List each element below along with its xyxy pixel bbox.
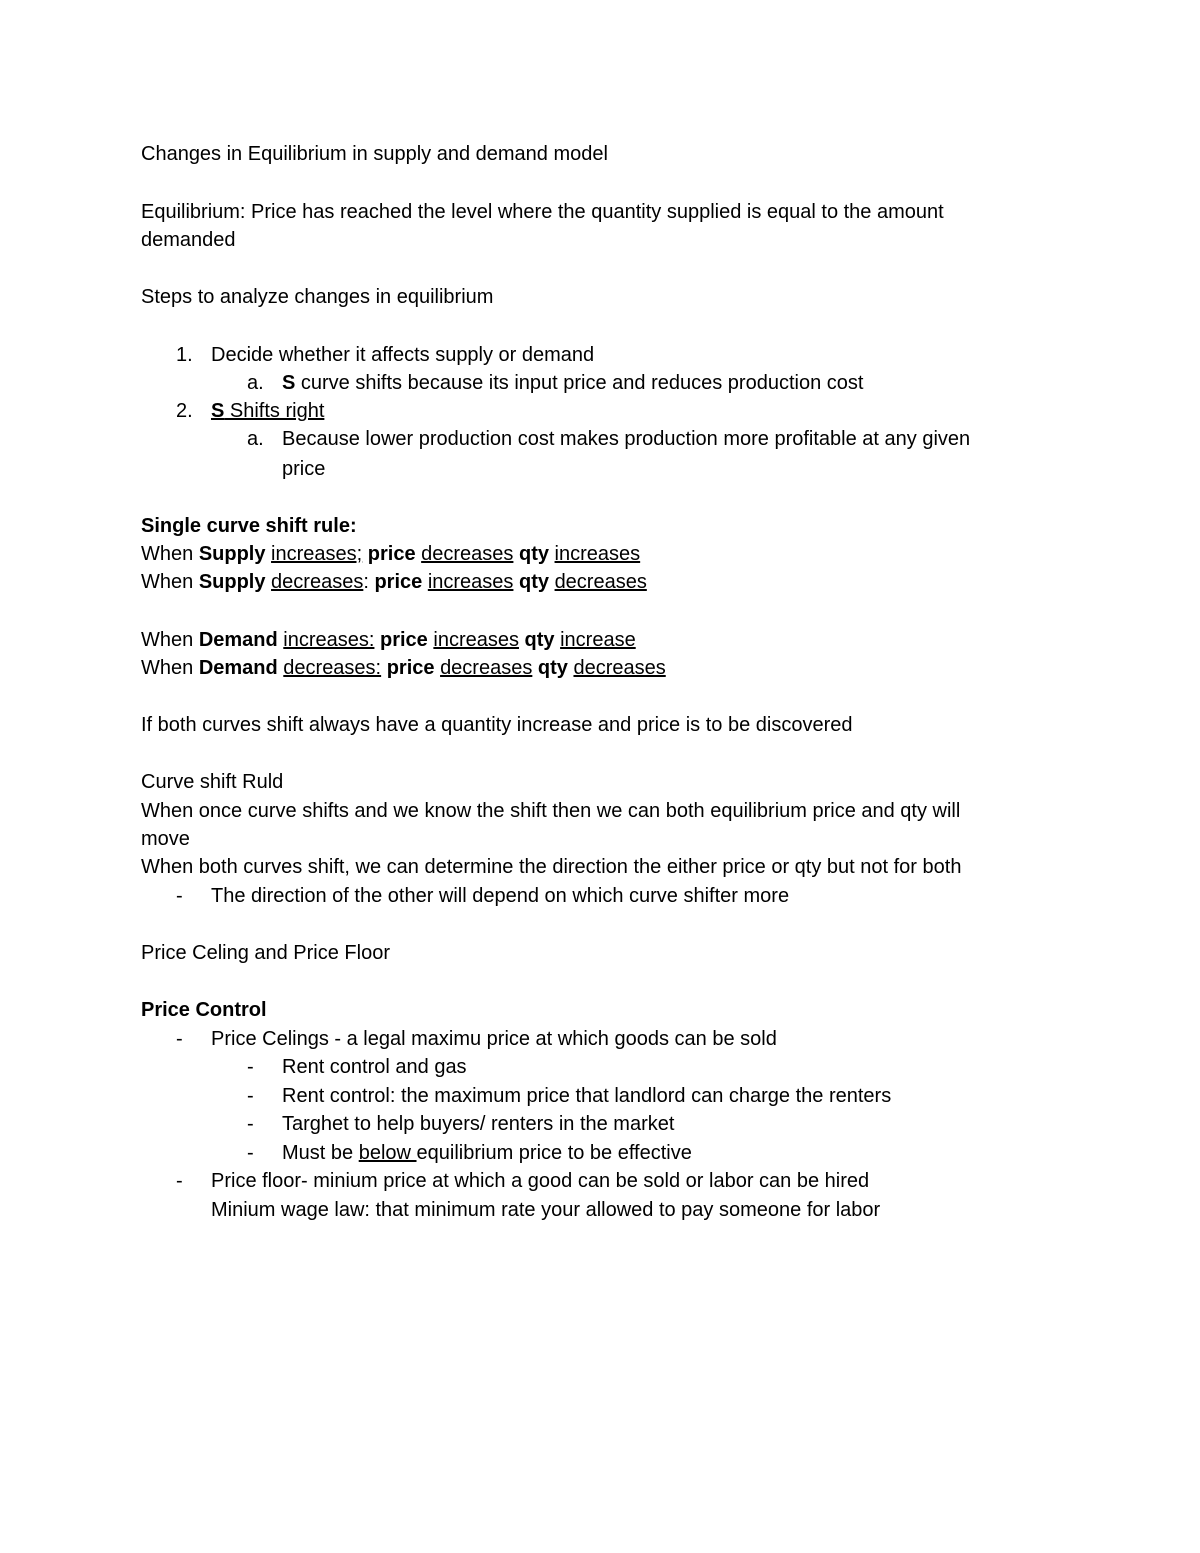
bold-s: S xyxy=(282,372,296,394)
step-2a-text-cont: price xyxy=(282,458,326,480)
step-2a-text: Because lower production cost makes production more profitable at any given xyxy=(282,428,971,450)
price-floor-cont: Minium wage law: that minimum rate your allowed to pay someone for labor xyxy=(211,1199,881,1221)
bullet-dash: - xyxy=(247,1113,254,1135)
curve-shift-line-2: move xyxy=(141,828,190,850)
equilibrium-definition: Equilibrium: Price has reached the level where the quantity supplied is equal to the amount xyxy=(141,201,944,223)
price-floor-item: Price floor- minium price at which a good can be sold or labor can be hired xyxy=(211,1170,870,1192)
curve-shift-heading: Curve shift Ruld xyxy=(141,771,284,793)
ceiling-sub-2: Rent control: the maximum price that landlord can charge the renters xyxy=(282,1085,892,1107)
bullet-dash: - xyxy=(247,1142,254,1164)
bullet-dash: - xyxy=(176,1170,183,1192)
list-marker-1a: a. xyxy=(247,372,264,394)
bullet-dash: - xyxy=(176,1028,183,1050)
steps-heading: Steps to analyze changes in equilibrium xyxy=(141,286,494,308)
price-control-heading: Price Control xyxy=(141,999,267,1021)
ceiling-sub-3: Targhet to help buyers/ renters in the market xyxy=(282,1113,675,1135)
rule-demand-increase: When Demand increases: price increases qty increase xyxy=(141,629,636,651)
rule-demand-decrease: When Demand decreases: price decreases qty decreases xyxy=(141,657,666,679)
document-title: Changes in Equilibrium in supply and demand model xyxy=(141,143,608,165)
ceiling-sub-4: Must be below equilibrium price to be effective xyxy=(282,1142,692,1164)
rule-supply-increase: When Supply increases; price decreases qty increases xyxy=(141,543,641,565)
bold-s: S xyxy=(211,400,225,422)
bullet-dash: - xyxy=(247,1056,254,1078)
step-2 xyxy=(211,397,324,425)
equilibrium-definition-cont: demanded xyxy=(141,229,236,251)
price-ceilings-item: Price Celings - a legal maximu price at which goods can be sold xyxy=(211,1028,777,1050)
curve-shift-line-1: When once curve shifts and we know the shift then we can both equilibrium price and qty will xyxy=(141,800,961,822)
list-marker-1: 1. xyxy=(176,344,193,366)
rule-heading: Single curve shift rule: xyxy=(141,515,357,537)
both-curves-note: If both curves shift always have a quantity increase and price is to be discovered xyxy=(141,714,853,736)
curve-shift-bullet: The direction of the other will depend on which curve shifter more xyxy=(211,885,790,907)
step-1a xyxy=(282,369,863,397)
ceiling-sub-1: Rent control and gas xyxy=(282,1056,467,1078)
list-marker-2a: a. xyxy=(247,428,264,450)
bullet-dash: - xyxy=(247,1085,254,1107)
curve-shift-line-3: When both curves shift, we can determine the direction the either price or qty but not for both xyxy=(141,856,962,878)
rule-supply-decrease: When Supply decreases: price increases qty decreases xyxy=(141,571,647,593)
step-1-text: Decide whether it affects supply or demand xyxy=(211,344,595,366)
step-1a-text: curve shifts because its input price and reduces production cost xyxy=(295,372,864,394)
list-marker-2: 2. xyxy=(176,400,193,422)
bullet-dash: - xyxy=(176,885,183,907)
step-2-text: Shifts right xyxy=(224,400,325,422)
price-ceiling-heading: Price Celing and Price Floor xyxy=(141,942,390,964)
